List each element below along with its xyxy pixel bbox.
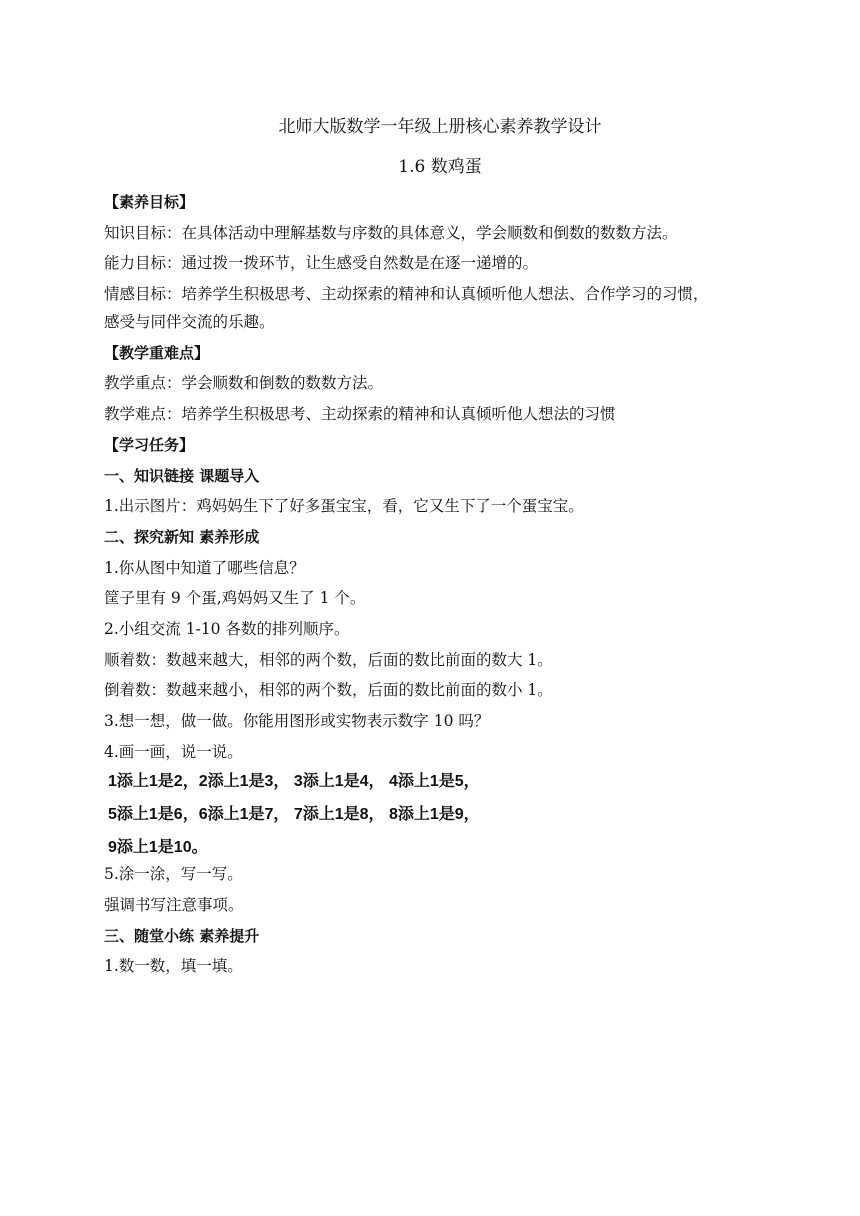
heading-part-one: 一、知识链接 课题导入 bbox=[104, 466, 260, 485]
document-body bbox=[104, 114, 776, 985]
paragraph-part-two-1-answer: 筐子里有 9 个蛋,鸡妈妈又生了 1 个。 bbox=[104, 589, 366, 608]
paragraph-part-two-5: 5.涂一涂，写一写。 bbox=[104, 865, 243, 884]
paragraph-emotion-goal-cont: 感受与同伴交流的乐趣。 bbox=[104, 313, 275, 332]
section-heading-tasks: 【学习任务】 bbox=[104, 435, 195, 454]
addition-line-1: 1添上1是2，2添上1是3， 3添上1是4， 4添上1是5， bbox=[108, 773, 480, 791]
paragraph-part-one-1: 1.出示图片：鸡妈妈生下了好多蛋宝宝，看，它又生下了一个蛋宝宝。 bbox=[104, 497, 584, 516]
paragraph-count-backward: 倒着数：数越来越小，相邻的两个数，后面的数比前面的数小 1。 bbox=[104, 681, 553, 700]
paragraph-emotion-goal: 情感目标：培养学生积极思考、主动探索的精神和认真倾听他人想法、合作学习的习惯， bbox=[104, 285, 709, 304]
paragraph-writing-note: 强调书写注意事项。 bbox=[104, 896, 244, 915]
paragraph-difficulty: 教学难点：培养学生积极思考、主动探索的精神和认真倾听他人想法的习惯 bbox=[104, 405, 616, 424]
section-heading-goals: 【素养目标】 bbox=[104, 193, 195, 211]
paragraph-part-two-2: 2.小组交流 1-10 各数的排列顺序。 bbox=[104, 619, 350, 638]
paragraph-count-forward: 顺着数：数越来越大，相邻的两个数，后面的数比前面的数大 1。 bbox=[104, 650, 553, 669]
paragraph-part-three-1: 1.数一数，填一填。 bbox=[104, 957, 243, 976]
paragraph-part-two-1: 1.你从图中知道了哪些信息？ bbox=[104, 558, 305, 577]
heading-part-two: 二、探究新知 素养形成 bbox=[104, 527, 260, 546]
addition-line-2: 5添上1是6，6添上1是7， 7添上1是8， 8添上1是9， bbox=[108, 806, 480, 824]
document-subtitle: 1.6 数鸡蛋 bbox=[398, 157, 482, 177]
heading-part-three: 三、随堂小练 素养提升 bbox=[104, 926, 260, 945]
addition-line-3: 9添上1是10。 bbox=[108, 839, 208, 857]
paragraph-knowledge-goal: 知识目标：在具体活动中理解基数与序数的具体意义，学会顺数和倒数的数数方法。 bbox=[104, 223, 678, 242]
section-heading-key-points: 【教学重难点】 bbox=[104, 343, 210, 362]
paragraph-part-two-4: 4.画一画，说一说。 bbox=[104, 742, 243, 761]
paragraph-part-two-3: 3.想一想，做一做。你能用图形或实物表示数字 10 吗？ bbox=[104, 712, 490, 730]
document-title: 北师大版数学一年级上册核心素养教学设计 bbox=[278, 117, 602, 137]
paragraph-ability-goal: 能力目标：通过拨一拨环节，让生感受自然数是在逐一递增的。 bbox=[104, 254, 539, 273]
paragraph-key-point: 教学重点：学会顺数和倒数的数数方法。 bbox=[104, 374, 384, 393]
